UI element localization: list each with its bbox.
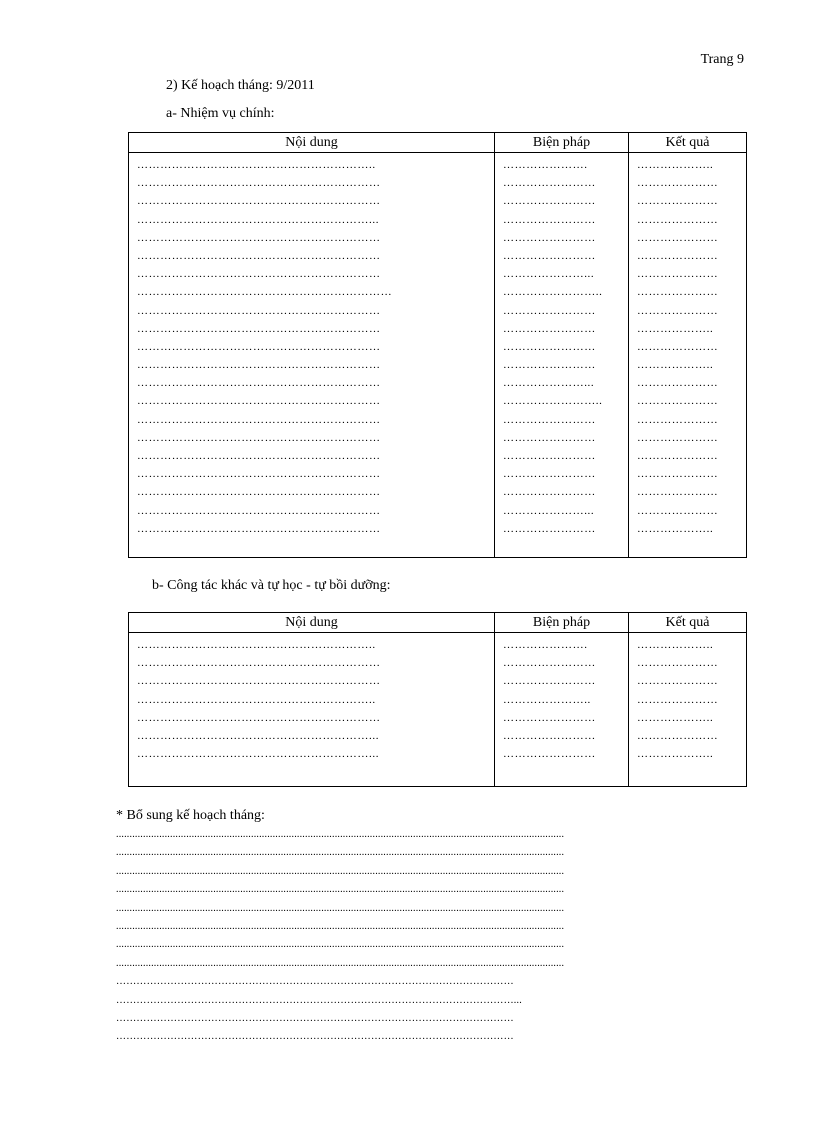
blank-line: …………………	[637, 413, 719, 426]
blank-line: ……………………	[503, 657, 596, 670]
blank-line: ……………………………………………………..	[137, 639, 376, 651]
blank-line: …………………...	[503, 268, 595, 281]
blank-line: ………………..	[637, 159, 714, 171]
blank-line: ………………..	[637, 711, 714, 724]
blank-line: ………………………………………………………………………………………………………...	[116, 994, 522, 1006]
blank-line: ......................................................................................................................................................................	[116, 884, 565, 896]
blank-line: ………………………………………………………………………………………………………	[116, 976, 514, 988]
blank-line: ………………………………………………………	[137, 450, 381, 462]
blank-line: ……………………	[503, 431, 596, 444]
blank-line: ……………………	[503, 711, 596, 724]
header-content: Nội dung	[129, 133, 495, 153]
page-number: Trang 9	[700, 52, 744, 67]
blank-line: ………………………………………………………	[137, 675, 381, 688]
blank-line: …………………..	[503, 693, 591, 706]
blank-line: ......................................................................................................................................................................	[116, 957, 565, 969]
blank-line: ……………………	[503, 468, 596, 481]
blank-line: ……………………………………………………...	[137, 213, 380, 226]
blank-line: ……………………	[503, 748, 596, 761]
blank-line: …………………	[637, 177, 719, 190]
blank-line: ………………………………………………………	[137, 522, 381, 535]
blank-line: …………………	[637, 395, 719, 408]
blank-line: …………………………………………………………	[137, 286, 393, 299]
blank-line: ………………………………………………………	[137, 304, 381, 317]
blank-line: ……………………	[503, 486, 596, 499]
blank-line: ……………………	[503, 322, 596, 335]
blank-line: ………………..	[637, 748, 714, 761]
blank-line: ………………………………………………………………………………………………………	[116, 1012, 514, 1024]
blank-line: ………………………………………………………	[137, 195, 381, 208]
blank-line: …………………	[637, 468, 719, 481]
blank-line: ………………….	[503, 639, 588, 651]
blank-line: ………………………………………………………	[137, 486, 381, 499]
blank-line: ……………………	[503, 304, 596, 317]
blank-line: ……………………………………………………...	[137, 729, 380, 742]
blank-line: ……………………	[503, 177, 596, 190]
blank-line: ………………………………………………………	[137, 268, 381, 281]
blank-line: …………………	[637, 657, 719, 670]
blank-line: …………………	[637, 504, 719, 517]
blank-line: ……………………	[503, 340, 596, 353]
main-tasks-table	[128, 132, 747, 558]
table-body-row	[129, 633, 747, 787]
blank-line: …………………	[637, 340, 719, 353]
blank-line: ………………………………………………………	[137, 431, 381, 444]
blank-line: ……………………………………………………..	[137, 693, 376, 706]
other-tasks-table	[128, 612, 747, 787]
blank-line: ………………….	[503, 159, 588, 171]
table-header-row	[129, 133, 747, 153]
measure-cell	[495, 153, 629, 558]
blank-line: ……………………	[503, 359, 596, 372]
blank-line: ………………………………………………………	[137, 395, 381, 408]
blank-line: ………………………………………………………	[137, 711, 381, 724]
blank-line: …………………	[637, 231, 719, 244]
blank-line: ………………………………………………………	[137, 657, 381, 670]
blank-line: …………………	[637, 486, 719, 499]
header-content: Nội dung	[129, 613, 495, 633]
blank-line: ……………………..	[503, 395, 603, 408]
result-cell	[629, 153, 747, 558]
blank-line: ………………………………………………………	[137, 231, 381, 244]
supplement-lines	[116, 826, 758, 1047]
content-cell	[129, 633, 495, 787]
blank-line: …………………...	[503, 504, 595, 517]
blank-line: ……………………………………………………..	[137, 159, 376, 171]
blank-line: …………………	[637, 693, 719, 706]
blank-line: …………………	[637, 450, 719, 462]
blank-line: …………………	[637, 286, 719, 299]
blank-line: ………………………………………………………	[137, 322, 381, 335]
section-a-title: a- Nhiệm vụ chính:	[166, 106, 275, 121]
blank-line: ………………………………………………………	[137, 359, 381, 372]
blank-line: ……………………	[503, 413, 596, 426]
blank-line: ……………………	[503, 249, 596, 262]
header-measure: Biện pháp	[495, 133, 629, 153]
blank-line: ……………………..	[503, 286, 603, 299]
header-measure: Biện pháp	[495, 613, 629, 633]
blank-line: ………………………………………………………	[137, 504, 381, 517]
blank-line: ……………………	[503, 213, 596, 226]
blank-line: …………………	[637, 675, 719, 688]
blank-line: ………………..	[637, 359, 714, 372]
section-b-title: b- Công tác khác và tự học - tự bồi dưỡng:	[152, 578, 391, 593]
blank-line: …………………	[637, 431, 719, 444]
blank-line: …………………	[637, 213, 719, 226]
plan-title: 2) Kế hoạch tháng: 9/2011	[166, 78, 315, 93]
header-result: Kết quả	[629, 613, 747, 633]
header-result: Kết quả	[629, 133, 747, 153]
blank-line: …………………	[637, 195, 719, 208]
supplement-title: * Bổ sung kế hoạch tháng:	[116, 808, 265, 823]
blank-line: ………………………………………………………	[137, 177, 381, 190]
blank-line: ……………………	[503, 675, 596, 688]
blank-line: ......................................................................................................................................................................	[116, 920, 565, 932]
measure-cell	[495, 633, 629, 787]
blank-line: …………………	[637, 377, 719, 390]
blank-line: …………………	[637, 304, 719, 317]
blank-line: ……………………………………………………...	[137, 748, 380, 761]
blank-line: …………………...	[503, 377, 595, 390]
blank-line: ………………..	[637, 522, 714, 535]
blank-line: ......................................................................................................................................................................	[116, 865, 565, 877]
blank-line: ………………………………………………………	[137, 468, 381, 481]
content-cell	[129, 153, 495, 558]
blank-line: …………………	[637, 729, 719, 742]
blank-line: ……………………	[503, 729, 596, 742]
blank-line: ………………………………………………………	[137, 249, 381, 262]
blank-line: ………………………………………………………………………………………………………	[116, 1031, 514, 1043]
blank-line: ……………………	[503, 450, 596, 462]
blank-line: ………………..	[637, 322, 714, 335]
blank-line: ……………………	[503, 231, 596, 244]
blank-line: ......................................................................................................................................................................	[116, 939, 565, 951]
result-cell	[629, 633, 747, 787]
blank-line: …………………	[637, 268, 719, 281]
blank-line: ………………………………………………………	[137, 377, 381, 390]
blank-line: ………………..	[637, 639, 714, 651]
blank-line: ………………………………………………………	[137, 340, 381, 353]
blank-line: …………………	[637, 249, 719, 262]
blank-line: ……………………	[503, 195, 596, 208]
blank-line: ......................................................................................................................................................................	[116, 902, 565, 914]
blank-line: ………………………………………………………	[137, 413, 381, 426]
blank-line: ......................................................................................................................................................................	[116, 847, 565, 859]
table-header-row	[129, 613, 747, 633]
blank-line: ……………………	[503, 522, 596, 535]
blank-line: ......................................................................................................................................................................	[116, 829, 565, 840]
table-body-row	[129, 153, 747, 558]
